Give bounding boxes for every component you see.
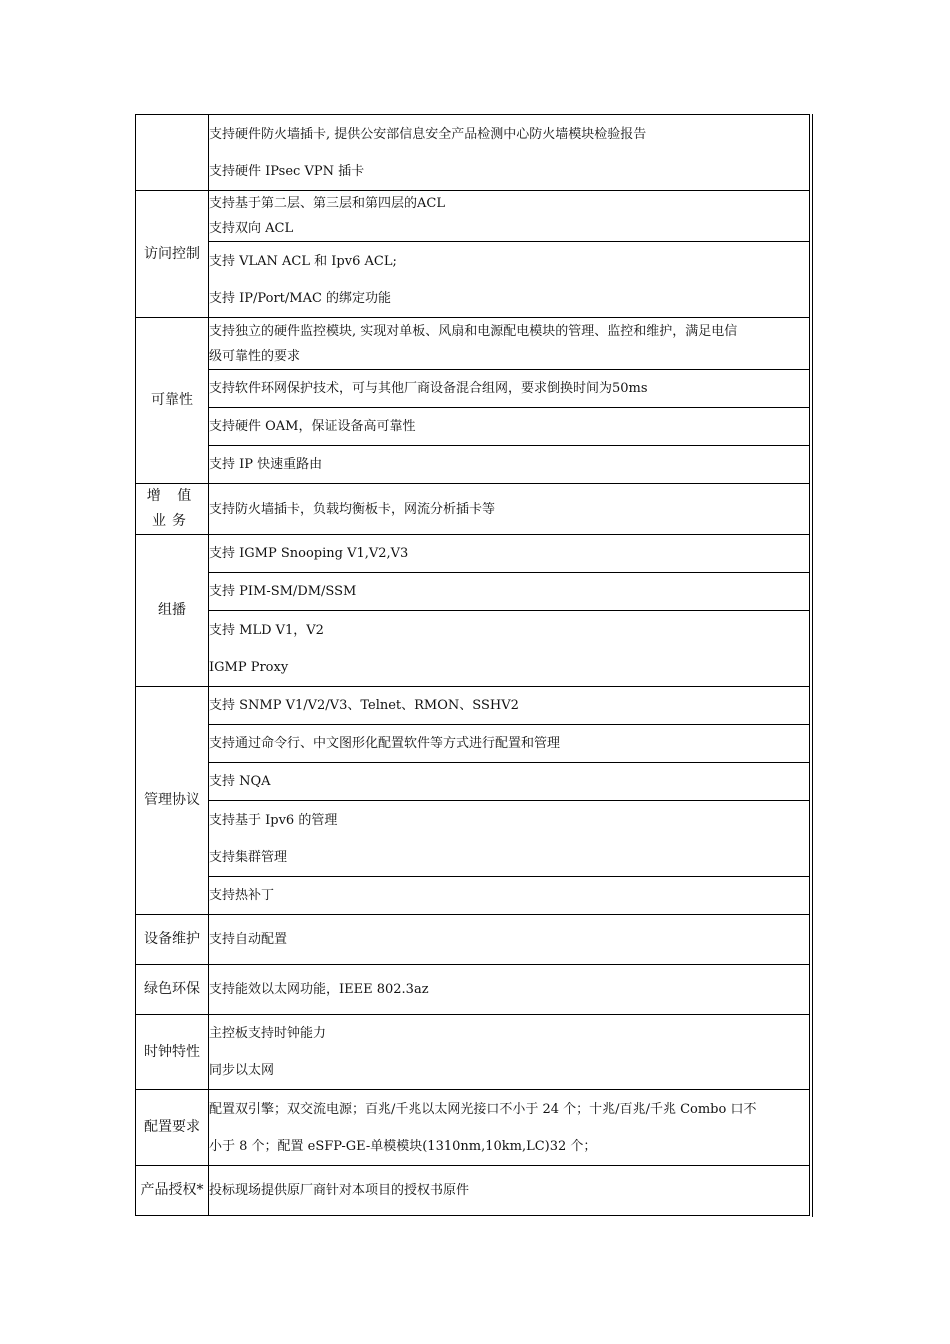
spec-line: 支持基于 Ipv6 的管理 — [209, 812, 338, 828]
spec-line: 支持 IP 快速重路由 — [209, 457, 323, 472]
spec-line: 支持硬件防火墙插卡, 提供公安部信息安全产品检测中心防火墙模块检验报告 — [209, 126, 647, 142]
table-row — [136, 370, 810, 408]
table-row — [136, 408, 810, 446]
spec-cell — [209, 1015, 810, 1090]
category-cell: 组播 — [136, 535, 209, 687]
category-cell: 访问控制 — [136, 191, 209, 318]
category-cell: 时钟特性 — [136, 1015, 209, 1090]
table-row — [136, 915, 810, 965]
table-row — [136, 801, 810, 877]
spec-cell — [209, 877, 810, 915]
spec-cell — [209, 611, 810, 687]
table-row — [136, 191, 810, 242]
spec-line: 同步以太网 — [209, 1063, 275, 1078]
spec-cell — [209, 242, 810, 318]
spec-line: 支持 IGMP Snooping V1,V2,V3 — [209, 546, 409, 561]
table-row — [136, 965, 810, 1015]
table-row — [136, 611, 810, 687]
spec-line: 投标现场提供原厂商针对本项目的授权书原件 — [209, 1183, 470, 1198]
spec-line: 配置双引擎；双交流电源；百兆/千兆以太网光接口不小于 24 个；十兆/百兆/千兆 Combo 口不 — [209, 1101, 757, 1117]
spec-line: 支持 NQA — [209, 774, 271, 789]
spec-line: 小于 8 个；配置 eSFP-GE-单模模块(1310nm,10km,LC)32 个； — [209, 1138, 597, 1154]
table-row — [136, 763, 810, 801]
table-row — [136, 573, 810, 611]
spec-cell — [209, 573, 810, 611]
table-row — [136, 115, 810, 191]
spec-cell — [209, 965, 810, 1015]
spec-line: 级可靠性的要求 — [209, 348, 301, 364]
table-row — [136, 687, 810, 725]
spec-cell — [209, 318, 810, 370]
category-cell: 产品授权* — [136, 1166, 209, 1216]
category-cell: 绿色环保 — [136, 965, 209, 1015]
spec-line: IGMP Proxy — [209, 659, 289, 675]
spec-cell — [209, 191, 810, 242]
spec-cell — [209, 915, 810, 965]
spec-cell — [209, 535, 810, 573]
spec-line: 支持硬件 OAM，保证设备高可靠性 — [209, 419, 416, 434]
spec-line: 支持热补丁 — [209, 888, 275, 903]
spec-line: 支持防火墙插卡，负载均衡板卡，网流分析插卡等 — [209, 501, 496, 517]
category-cell: 设备维护 — [136, 915, 209, 965]
spec-cell — [209, 687, 810, 725]
spec-cell — [209, 763, 810, 801]
category-cell: 增 值 业务 — [136, 484, 209, 535]
spec-cell — [209, 1090, 810, 1166]
table-row — [136, 1166, 810, 1216]
spec-line: 支持独立的硬件监控模块, 实现对单板、风扇和电源配电模块的管理、监控和维护，满足电信 — [209, 323, 738, 339]
table-row — [136, 877, 810, 915]
spec-line: 支持 IP/Port/MAC 的绑定功能 — [209, 290, 392, 306]
spec-cell — [209, 725, 810, 763]
table-row — [136, 535, 810, 573]
spec-cell — [209, 370, 810, 408]
spec-line: 支持能效以太网功能，IEEE 802.3az — [209, 982, 429, 997]
table-outer-border — [812, 114, 813, 1217]
spec-line: 支持自动配置 — [209, 932, 288, 947]
category-cell — [136, 115, 209, 191]
category-cell: 可靠性 — [136, 318, 209, 484]
spec-line: 支持 VLAN ACL 和 Ipv6 ACL; — [209, 253, 397, 269]
category-cell: 配置要求 — [136, 1090, 209, 1166]
spec-cell — [209, 408, 810, 446]
spec-line: 支持基于第二层、第三层和第四层的ACL — [209, 196, 445, 211]
spec-cell — [209, 801, 810, 877]
spec-line: 支持 PIM-SM/DM/SSM — [209, 584, 357, 599]
spec-cell — [209, 115, 810, 191]
spec-line: 支持通过命令行、中文图形化配置软件等方式进行配置和管理 — [209, 736, 561, 751]
table-row — [136, 1015, 810, 1090]
spec-line: 主控板支持时钟能力 — [209, 1026, 327, 1041]
spec-line: 支持 SNMP V1/V2/V3、Telnet、RMON、SSHV2 — [209, 698, 519, 713]
spec-cell — [209, 1166, 810, 1216]
table-row — [136, 318, 810, 370]
table-row — [136, 1090, 810, 1166]
table-row — [136, 725, 810, 763]
category-cell: 管理协议 — [136, 687, 209, 915]
spec-cell — [209, 446, 810, 484]
spec-table — [135, 114, 810, 1216]
spec-line: 支持 MLD V1，V2 — [209, 622, 324, 638]
table-row — [136, 484, 810, 535]
spec-line: 支持集群管理 — [209, 849, 288, 865]
table-row — [136, 242, 810, 318]
spec-line: 支持双向 ACL — [209, 221, 294, 236]
spec-cell — [209, 484, 810, 535]
spec-line: 支持软件环网保护技术，可与其他厂商设备混合组网，要求倒换时间为50ms — [209, 381, 648, 396]
spec-line: 支持硬件 IPsec VPN 插卡 — [209, 163, 365, 179]
table-row — [136, 446, 810, 484]
